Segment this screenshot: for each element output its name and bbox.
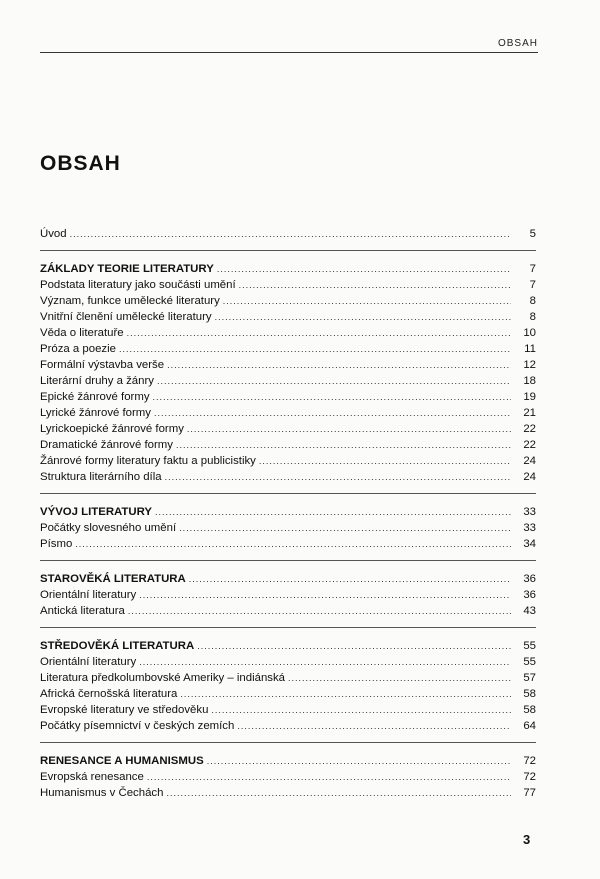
toc-entry-page: 43 bbox=[523, 605, 536, 617]
toc-entry-label: Evropská renesance bbox=[40, 771, 144, 783]
dot-leader bbox=[139, 654, 511, 670]
toc-entry[interactable] bbox=[40, 654, 536, 670]
toc-section-heading-row[interactable] bbox=[40, 753, 536, 769]
toc-section-heading-row[interactable] bbox=[40, 638, 536, 654]
toc-entry[interactable] bbox=[40, 309, 536, 325]
toc-entry[interactable] bbox=[40, 469, 536, 485]
toc-entry[interactable] bbox=[40, 325, 536, 341]
dot-leader bbox=[166, 785, 511, 801]
dot-leader bbox=[127, 325, 511, 341]
dot-leader bbox=[153, 389, 511, 405]
toc-entry-label: Dramatické žánrové formy bbox=[40, 439, 173, 451]
toc-entry[interactable] bbox=[40, 686, 536, 702]
toc-section-heading: RENESANCE A HUMANISMUS bbox=[40, 755, 204, 767]
toc-entry-page: 12 bbox=[523, 359, 536, 371]
dot-leader bbox=[167, 357, 511, 373]
toc-entry[interactable] bbox=[40, 718, 536, 734]
toc-entry-label: Lyrické žánrové formy bbox=[40, 407, 151, 419]
toc-entry-page: 7 bbox=[529, 263, 536, 275]
page-title: OBSAH bbox=[40, 152, 121, 175]
toc-entry-label: Literární druhy a žánry bbox=[40, 375, 154, 387]
dot-leader bbox=[75, 536, 511, 552]
toc-entry-label: Vnitřní členění umělecké literatury bbox=[40, 311, 212, 323]
dot-leader bbox=[197, 638, 511, 654]
toc-entry-label: Formální výstavba verše bbox=[40, 359, 165, 371]
toc-entry-page: 8 bbox=[529, 295, 536, 307]
toc-entry[interactable] bbox=[40, 536, 536, 552]
dot-leader bbox=[139, 587, 511, 603]
toc-entry-page: 22 bbox=[523, 423, 536, 435]
toc-entry-page: 7 bbox=[529, 279, 536, 291]
toc-section-heading: STAROVĚKÁ LITERATURA bbox=[40, 573, 186, 585]
toc-entry-label: Žánrové formy literatury faktu a publicistiky bbox=[40, 455, 256, 467]
toc-entry-label: Podstata literatury jako součásti umění bbox=[40, 279, 236, 291]
toc-entry-page: 19 bbox=[523, 391, 536, 403]
toc-entry-page: 8 bbox=[529, 311, 536, 323]
toc-entry[interactable] bbox=[40, 603, 536, 619]
toc-entry-intro[interactable] bbox=[40, 226, 536, 242]
toc-entry-label: Humanismus v Čechách bbox=[40, 787, 164, 799]
dot-leader bbox=[259, 453, 511, 469]
toc-entry-label: Orientální literatury bbox=[40, 656, 137, 668]
toc-entry[interactable] bbox=[40, 587, 536, 603]
toc-section-heading: STŘEDOVĚKÁ LITERATURA bbox=[40, 640, 195, 652]
toc-section-heading-row[interactable] bbox=[40, 504, 536, 520]
toc-section bbox=[40, 638, 536, 743]
toc-entry-page: 55 bbox=[523, 656, 536, 668]
dot-leader bbox=[70, 226, 511, 242]
toc-entry-label: Počátky slovesného umění bbox=[40, 522, 177, 534]
toc-entry[interactable] bbox=[40, 453, 536, 469]
toc-entry[interactable] bbox=[40, 785, 536, 801]
toc-entry[interactable] bbox=[40, 389, 536, 405]
running-head: OBSAH bbox=[497, 38, 538, 49]
dot-leader bbox=[211, 702, 511, 718]
toc-entry-label: Počátky písemnictví v českých zemích bbox=[40, 720, 235, 732]
table-of-contents bbox=[40, 226, 536, 819]
toc-entry-label: Evropské literatury ve středověku bbox=[40, 704, 209, 716]
toc-entry-label: Věda o literatuře bbox=[40, 327, 124, 339]
toc-entry-page: 22 bbox=[523, 439, 536, 451]
toc-entry-page: 11 bbox=[524, 343, 536, 355]
toc-entry[interactable] bbox=[40, 769, 536, 785]
toc-entry[interactable] bbox=[40, 670, 536, 686]
dot-leader bbox=[147, 769, 511, 785]
toc-section-heading: VÝVOJ LITERATURY bbox=[40, 506, 153, 518]
toc-entry-page: 55 bbox=[523, 640, 536, 652]
toc-entry-page: 36 bbox=[523, 589, 536, 601]
toc-entry-page: 34 bbox=[523, 538, 536, 550]
toc-entry[interactable] bbox=[40, 293, 536, 309]
toc-entry-page: 10 bbox=[523, 327, 536, 339]
toc-entry[interactable] bbox=[40, 341, 536, 357]
toc-entry-page: 36 bbox=[523, 573, 536, 585]
dot-leader bbox=[288, 670, 511, 686]
toc-intro-section bbox=[40, 226, 536, 251]
toc-section-heading-row[interactable] bbox=[40, 571, 536, 587]
toc-entry[interactable] bbox=[40, 405, 536, 421]
toc-entry-page: 18 bbox=[523, 375, 536, 387]
dot-leader bbox=[119, 341, 511, 357]
toc-section-heading: ZÁKLADY TEORIE LITERATURY bbox=[40, 263, 214, 275]
dot-leader bbox=[180, 686, 511, 702]
toc-section bbox=[40, 571, 536, 628]
toc-entry-label: Próza a poezie bbox=[40, 343, 116, 355]
toc-entry[interactable] bbox=[40, 373, 536, 389]
toc-entry[interactable] bbox=[40, 277, 536, 293]
toc-entry-label: Africká černošská literatura bbox=[40, 688, 178, 700]
dot-leader bbox=[155, 504, 511, 520]
toc-entry-label: Struktura literárního díla bbox=[40, 471, 162, 483]
toc-entry-label: Písmo bbox=[40, 538, 73, 550]
toc-entry-page: 58 bbox=[523, 688, 536, 700]
dot-leader bbox=[128, 603, 511, 619]
dot-leader bbox=[157, 373, 511, 389]
toc-entry-label: Význam, funkce umělecké literatury bbox=[40, 295, 220, 307]
toc-entry[interactable] bbox=[40, 421, 536, 437]
toc-entry-page: 21 bbox=[523, 407, 536, 419]
toc-entry-page: 33 bbox=[523, 522, 536, 534]
dot-leader bbox=[187, 421, 511, 437]
toc-entry-label: Antická literatura bbox=[40, 605, 125, 617]
toc-entry-page: 72 bbox=[523, 755, 536, 767]
dot-leader bbox=[207, 753, 511, 769]
toc-entry[interactable] bbox=[40, 357, 536, 373]
toc-entry[interactable] bbox=[40, 702, 536, 718]
dot-leader bbox=[154, 405, 511, 421]
toc-section bbox=[40, 753, 536, 809]
dot-leader bbox=[189, 571, 511, 587]
toc-entry-page: 64 bbox=[523, 720, 536, 732]
toc-entry-label: Literatura předkolumbovské Ameriky – indiánská bbox=[40, 672, 286, 684]
toc-entry-page: 57 bbox=[523, 672, 536, 684]
toc-section-heading-row[interactable] bbox=[40, 261, 536, 277]
dot-leader bbox=[179, 520, 511, 536]
toc-entry-label: Lyrickoepické žánrové formy bbox=[40, 423, 184, 435]
toc-entry[interactable] bbox=[40, 437, 536, 453]
dot-leader bbox=[215, 309, 511, 325]
toc-section bbox=[40, 504, 536, 561]
toc-entry-label: Orientální literatury bbox=[40, 589, 137, 601]
header-rule bbox=[40, 52, 538, 53]
dot-leader bbox=[237, 718, 511, 734]
toc-sections bbox=[40, 261, 536, 809]
toc-section bbox=[40, 261, 536, 494]
toc-entry-page: 33 bbox=[523, 506, 536, 518]
dot-leader bbox=[223, 293, 511, 309]
toc-entry-label: Epické žánrové formy bbox=[40, 391, 150, 403]
dot-leader bbox=[176, 437, 511, 453]
toc-entry-page: 58 bbox=[523, 704, 536, 716]
toc-entry-page: 5 bbox=[529, 228, 536, 240]
toc-entry-page: 24 bbox=[523, 471, 536, 483]
toc-entry-label: Úvod bbox=[40, 228, 67, 240]
dot-leader bbox=[239, 277, 511, 293]
toc-entry-page: 72 bbox=[523, 771, 536, 783]
toc-entry-page: 77 bbox=[523, 787, 536, 799]
page-number: 3 bbox=[523, 832, 531, 847]
dot-leader bbox=[217, 261, 511, 277]
dot-leader bbox=[165, 469, 511, 485]
toc-entry[interactable] bbox=[40, 520, 536, 536]
toc-entry-page: 24 bbox=[523, 455, 536, 467]
